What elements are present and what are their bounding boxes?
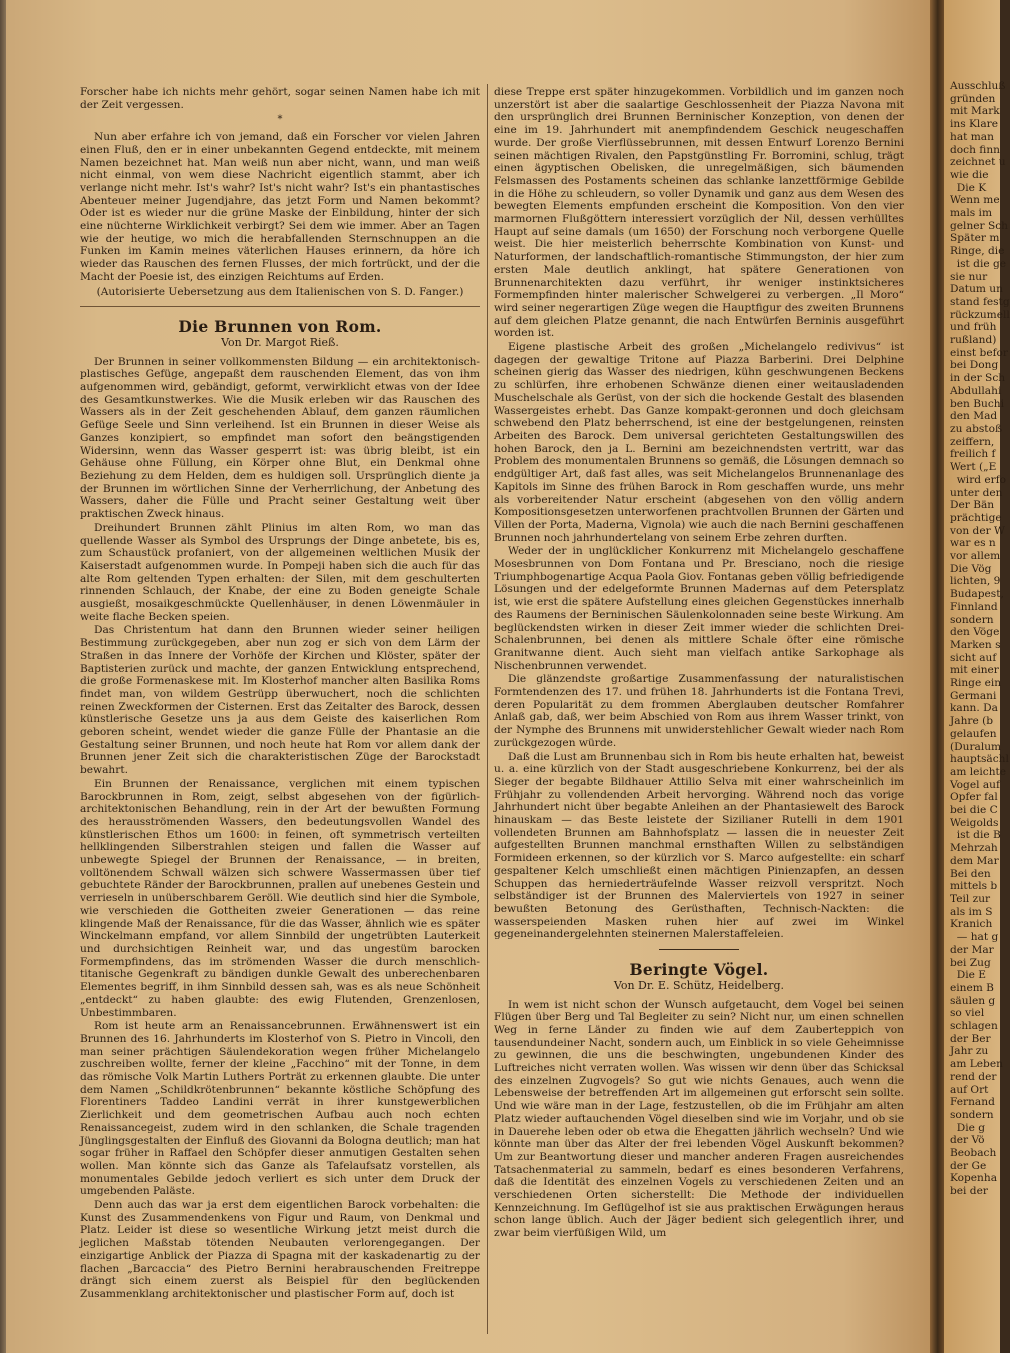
section-divider <box>80 306 480 307</box>
voegel-paragraph: In wem ist nicht schon der Wunsch aufgetaucht, dem Vogel bei seinen Flügen über Berg und Tal Begleiter zu sein? Nicht nur, um einen schnellen Weg in ferne Länder zu finden wie auf dem Zauberteppich von tausendundeiner Nacht, sondern auch, um Einblick in so viele Geheimnisse zu gewinnen, die uns die beschwingten, ungebundenen Kinder des Luftreiches nicht verraten wollen. Was wissen wir denn über das Schicksal des einzelnen Zugvogels? So gut wie nichts Genaues, auch wenn die Lebensweise der betreffenden Art im allgemeinen gut erforscht sein sollte. Und wie wäre man in der Lage, festzustellen, ob die im Frühjahr am alten Platz wieder auftauchenden Vögel dieselben sind wie im Vorjahr, und ob sie in Dauerehe leben oder ob etwa die Ehegatten jährlich wechseln? Und wie könnte man über das Alter der frei lebenden Vögel Auskunft bekommen? Um zur Beantwortung dieser und mancher anderen Fragen ausreichendes Tatsachenmaterial zu sammeln, bedarf es eines besonderen Verfahrens, daß die Identität des einzelnen Vogels zu verschiedenen Zeiten und an verschiedenen Orten sicherstellt: Die Methode der individuellen Kennzeichnung. Im Geflügelhof ist sie aus praktischen Erwägungen heraus schon lange üblich. Auch der Jäger bedient sich gelegentlich ihrer, und zwar beim vierfüßigen Wild, um <box>494 998 904 1240</box>
article-title-voegel: Beringte Vögel. <box>629 960 769 980</box>
brunnen-paragraph: Das Christentum hat dann den Brunnen wieder seiner heiligen Bestimmung zurückgegeben, aber nun zog er sich von dem Lärm der Straßen in das Innere der Vorhöfe der Kirchen und Klöster, später der Baptisterien zurück und machte, der ganzen Entwicklung entsprechend, die große Formenaskese mit. Im Klosterhof mancher alten Basilika Roms findet man, von wildem Gestrüpp überwuchert, noch die schlichten reinen Zweckformen der Cisternen. Erst das Zeitalter des Barock, dessen künstlerische Gesetze uns ja aus dem Geiste des kaiserlichen Rom geboren scheint, wendet wieder die ganze Fülle der Phantasie an die Gestaltung seiner Brunnen, und noch heute hat Rom vor allem dank der Brunnen jener Zeit sich die charakteristischen Züge der Barockstadt bewahrt. <box>80 624 480 777</box>
intro-paragraph: Forscher habe ich nichts mehr gehört, sogar seinen Namen habe ich mit der Zeit vergessen. <box>80 86 480 111</box>
brunnen-paragraph: Ein Brunnen der Renaissance, verglichen mit einem typischen Barockbrunnen in Rom, zeigt, selbst abgesehen von der figürlich-architektonischen Behandlung, rein in der Art der bewußten Formung des herausströmenden Wassers, den bedeutungsvollen Wandel des künstlerischen Ethos um 1600: in feinen, oft symmetrisch verteilten hellklingenden Silberstrahlen steigen und fallen die Wasser auf unbewegte Spiegel der Brunnen der Renaissance, — in breiten, volltönendem Schwall wälzen sich schwere Wassermassen über tief gebuchtete Ränder der Barockbrunnen, prallen auf unebenes Gestein und verrieseln in unüberschbarem Geröll. Wie deutlich sind hier die Symbole, wie verschieden die Gottheiten zweier Generationen — das reine klingende Maß der Renaissance, für die das Wasser, ähnlich wie es später Winckelmann empfand, vor allem Sinnbild der ungetrübten Lauterkeit und durchsichtigen Reinheit war, und das ungestüm barocken Formempfindens, das im strömenden Wasser die durch menschlich-titanische Gegenkraft zu bändigen dunkle Gewalt des unberechenbaren Elementes begriff, in ihm Sinnbild dessen sah, was es als neue Schönheit „entdeckt“ zu haben glaubte: des ewig Flutenden, Grenzenlosen, Unbestimmbaren. <box>80 777 480 1019</box>
translation-credit: (Autorisierte Uebersetzung aus dem Italienischen von S. D. Fanger.) <box>96 285 464 298</box>
story-paragraph: Nun aber erfahre ich von jemand, daß ein Forscher vor vielen Jahren einen Fluß, den er in einer unbekannten Gegend entdeckte, mit meinem Namen bezeichnet hat. Man weiß nun aber nicht, wann, und man weiß nicht einmal, von wem diese Nachricht eigentlich stammt, aber ich verlange nicht mehr. Ist's wahr? Ist's nicht wahr? Ist's ein phantastisches Abenteuer meiner Jugendjahre, das jetzt Form und Namen bekommt? Oder ist es wieder nur die grüne Maske der Einbildung, hinter der sich eine nüchterne Wirklichkeit verbirgt? Sei dem wie immer. Aber an Tagen wie der heutige, wo mich die herabfallenden Sternschnuppen an die Funken im Kamin meines väterlichen Hauses erinnern, da höre ich wieder das Rauschen des fernen Flusses, der mich fortrückt, und der die Macht der Poesie ist, des einzigen Reichtums auf Erden. <box>80 131 480 283</box>
brunnen-paragraph: Weder der in unglücklicher Konkurrenz mit Michelangelo geschaffene Mosesbrunnen von Dom Fontana und Pr. Bresciano, noch die riesige Triumphbogenartige Acqua Paola Giov. Fontanas geben völlig befriedigende Lösungen und der edelgeformte Brunnen Madernas auf dem Petersplatz ist, wie erst die spätere Aufstellung eines gleichen Gegenstückes innerhalb des Raumens der Berninischen Säulenkolonnaden seine beste Wirkung. Am beglückendsten wirken in dieser Zeit immer wieder die schlichten Drei-Schalenbrunnen, bei denen als mittlere Schale öfter eine römische Granitwanne dient. Auch sieht man vielfach antike Sarkophage als Nischenbrunnen verwendet. <box>494 545 904 672</box>
brunnen-paragraph: Rom ist heute arm an Renaissancebrunnen. Erwähnenswert ist ein Brunnen des 16. Jahrhunderts im Klosterhof von S. Pietro in Vincoli, den man seiner prächtigen Säulendekoration wegen früher Michelangelo zuschreiben wollte, ferner der kleine „Facchino“ mit der Tonne, in dem das römische Volk Martin Luthers Porträt zu erkennen glaubte. Die unter dem Namen „Schildkrötenbrunnen“ bekannte köstliche Schöpfung des Florentiners Taddeo Landini verrät in ihrer kunstgewerblichen Zierlichkeit und dem geometrischen Aufbau auch noch echten Renaissancegeist, zudem wird in den schlanken, die Schale tragenden Jünglingsgestalten der Einfluß des Giovanni da Bologna deutlich; man hat sogar früher in Raffael den Schöpfer dieser anmutigen Gestalten sehen wollen. Man könnte sich das Ganze als Tafelaufsatz vorstellen, als monumentales Gebilde jedoch verliert es sich unter dem Druck der umgebenden Paläste. <box>80 1020 480 1198</box>
brunnen-paragraph: Denn auch das war ja erst dem eigentlichen Barock vorbehalten: die Kunst des Zusammendenkens von Figur und Raum, von Denkmal und Platz. Leider ist diese so wesentliche Wirkung jetzt meist durch die jeglichen Maßstab tötenden Neubauten verlorengegangen. Der einzigartige Anblick der Piazza di Spagna mit der kaskadenartig zu der flachen „Barcaccia“ des Pietro Bernini herabrauschenden Freitreppe drängt sich einem zuerst als Beispiel für den beglückenden Zusammenklang architektonischer und plastischer Form auf, doch ist <box>80 1199 480 1300</box>
column-rule <box>487 84 488 1334</box>
newspaper-page <box>6 0 936 1353</box>
brunnen-paragraph: Daß die Lust am Brunnenbau sich in Rom bis heute erhalten hat, beweist u. a. eine kürzlich von der Stadt ausgeschriebene Konkurrenz, bei der als Sieger der begabte Bildhauer Attilio Selva mit einer wahrscheinlich im Frühjahr zu vollendenden Arbeit hervorging. Während noch das vorige Jahrhundert nicht über begabte Anleihen an der Phantasiewelt des Barock hinauskam — das Beste leistete der Sizilianer Rutelli in dem 1901 vollendeten Brunnen am Bahnhofsplatz — lassen die in neuester Zeit aufgestellten Brunnen manchmal ernsthaften Willen zu selbständigen Formideen erkennen, so der kürzlich vor S. Marco aufgestellte: ein scharf gespaltener Kelch umschließt einen mächtigen Pinienzapfen, an dessen Schuppen das herniederträufelnde Wasser reizvoll verspritzt. Noch selbständiger ist der Brunnen des Malerviertels von 1927 in seiner bewußten Betonung des Gerüsthaften, Technisch-Nackten: die wasserspeienden Masken ruhen hier auf zwei im Winkel gegeneinandergelehnten steinernen Malerstaffeleien. <box>494 750 904 941</box>
section-star: * <box>277 114 283 126</box>
brunnen-paragraph: Der Brunnen in seiner vollkommensten Bildung — ein architektonisch-plastisches Gefüge, angepaßt dem rauschenden Element, das von ihm aufgenommen wird, gebändigt, geformt, verwirklicht etwas von der Idee des Gesamtkunstwerkes. Wie die Musik erleben wir das Rauschen des Wassers als in der Zeit geschehenden Ablauf, dem ganzen räumlichen Gefüge Seele und Sinn verleihend. Ist ein Brunnen in dieser Weise als Ganzes konzipiert, so empfindet man sofort den beängstigenden Widersinn, wenn das Wasser gesperrt ist: was übrig bleibt, ist ein Gehäuse ohne Füllung, ein Körper ohne Blut, ein Denkmal ohne Beziehung zu dem Helden, dem es huldigen soll. Ursprünglich diente ja der Brunnen im wörtlichen Sinne der Verherrlichung, der Anbetung des Wassers, daher die Fülle und Pracht seiner Gestaltung weit über praktischen Zweck hinaus. <box>80 355 480 521</box>
right-column <box>494 86 904 1241</box>
brunnen-paragraph: Dreihundert Brunnen zählt Plinius im alten Rom, wo man das quellende Wasser als Symbol des Ursprungs der Dinge anbetete, bis es, zum Schaustück profaniert, von der allgemeinen weltlichen Musik der Kaiserstadt aufgenommen wurde. In Pompeji haben sich die auch für das alte Rom geltenden Typen erhalten: der Silen, mit dem geschulterten rinnenden Schlauch, der Knabe, der eine zu Boden geneigte Schale ausgießt, mosaikgeschmückte Quellenhäuser, in denen Löwenmäuler in weite flache Becken speien. <box>80 521 480 623</box>
brunnen-continuation: diese Treppe erst später hinzugekommen. Vorbildlich und im ganzen noch unzerstört ist aber die saalartige Geschlossenheit der Piazza Navona mit den ursprünglich drei Brunnen Berninischer Konzeption, von denen der eine im 19. Jahrhundert mit anempfindendem Geschick neugeschaffen wurde. Der große Vierflüssebrunnen, mit dessen Entwurf Lorenzo Bernini seinen mächtigen Rivalen, den Papstgünstling Fr. Borromini, schlug, trägt einen ägyptischen Obelisken, die unregelmäßigen, sich bäumenden Felsmassen des Postaments scheinen das schlanke lanzettförmige Gebilde in die Höhe zu schleudern, so voller Dynamik und ganz aus dem Wesen des bewegten Elements empfunden erscheint die Komposition. Von den vier marmornen Flußgöttern interessiert vorzüglich der Nil, dessen verhülltes Haupt auf seine damals (um 1650) der Forschung noch verborgene Quelle weist. Die hier meisterlich beherrschte Kombination von Kunst- und Naturformen, der landschaftlich-romantische Stimmungston, der hier zum ersten Male deutlich anklingt, hat spätere Generationen von Brunnenarchitekten dazu verführt, ihr weniger instinktsicheres Formempfinden hinter malerischer Schwelgerei zu verbergen. „Il Moro“ wird seiner negerartigen Züge wegen die Hauptfigur des zweiten Brunnens auf dem gleichen Platze genannt, die nach Entwürfen Berninis ausgeführt worden ist. <box>494 86 904 340</box>
article-byline-voegel: Von Dr. E. Schütz, Heidelberg. <box>613 978 785 992</box>
article-title-brunnen: Die Brunnen von Rom. <box>178 317 382 337</box>
article-byline-brunnen: Von Dr. Margot Rieß. <box>221 335 339 349</box>
next-page-text-fragment: Ausschluß gründen mit Mark ins Klare hat man doch finn zeichnet u wie die Die K Wenn me mals im gelner Sch Später m Ringe, die ist die ge sie nur Datum un stand festg rückzumell und früh rußland) einst befor bei Dong in der Sch Abdullahi ben Buchi den Mad zu abstoß zeiffern, freilich f Wert („E wird erfo unter den Der Bän prächtige von der W war es n vor allem Die Vög lichten, 9 Budapest, Finnland sondern den Vöge Marken s sicht auf mit einer Ringe ein Germani kann. Da Jahre (b gelaufen (Duralum hauptsächl am leichte Vogel auf Opfer fal bei die C Weigolds ist die B Mehrzah dem Mar Bei den mittels b Teil zur als im S Kranich — hat g der Mar bei Zug Die E einem B säulen g so viel schlagen der Ber Jahr zu am Leben rend der auf Ort Fernand sondern Die g der Vö Beobach der Ge Kopenha bei der <box>950 80 1010 1198</box>
next-page-edge <box>944 0 1010 1353</box>
brunnen-paragraph: Eigene plastische Arbeit des großen „Michelangelo redivivus“ ist dagegen der gewaltige Tritone auf Piazza Barberini. Drei Delphine scheinen gierig das Wasser des niedrigen, kühn geschwungenen Beckens zu schlürfen, ihre erhobenen Schwänze dienen einer weitausladenden Muschelschale als Gerüst, von der sich die hockende Gestalt des blasenden Wassergeistes erhebt. Das Ganze kompakt-geronnen und doch gleichsam schwebend den Platz beherrschend, ist eine der bestgelungenen, reinsten Arbeiten des Barock. Dem universal gerichteten Gestaltungswillen des hohen Barock, den ja L. Bernini am bezeichnendsten vertritt, war das Problem des monumentalen Brunnens so gemäß, die Lösungen demnach so endgültiger Art, daß fast alles, was seit Michelangelos Brunnenanlage des Kapitols im Sinne des frühen Barock in Rom geschaffen wurde, uns mehr als vorbereitender Natur erscheint (abgesehen von den völlig andern Kompositionsgesetzen unterworfenen prachtvollen Brunnen der Gärten und Villen der Porta, Maderna, Vignola) wie auch die nach Bernini geschaffenen Brunnen noch jahrhundertelang von seinem Erbe zehren durften. <box>494 341 904 544</box>
article-separator <box>659 949 739 950</box>
left-column <box>80 86 480 1302</box>
binding-gutter <box>930 0 944 1353</box>
brunnen-paragraph: Die glänzendste großartige Zusammenfassung der naturalistischen Formtendenzen des 17. und frühen 18. Jahrhunderts ist die Fontana Trevi, deren Popularität zu dem frommen Aberglauben deutscher Romfahrer Anlaß gab, daß, wer beim Abschied von Rom aus ihrem Wasser trinkt, von der Nymphe des Brunnens mit unwiderstehlicher Gewalt wieder nach Rom zurückgezogen würde. <box>494 673 904 749</box>
